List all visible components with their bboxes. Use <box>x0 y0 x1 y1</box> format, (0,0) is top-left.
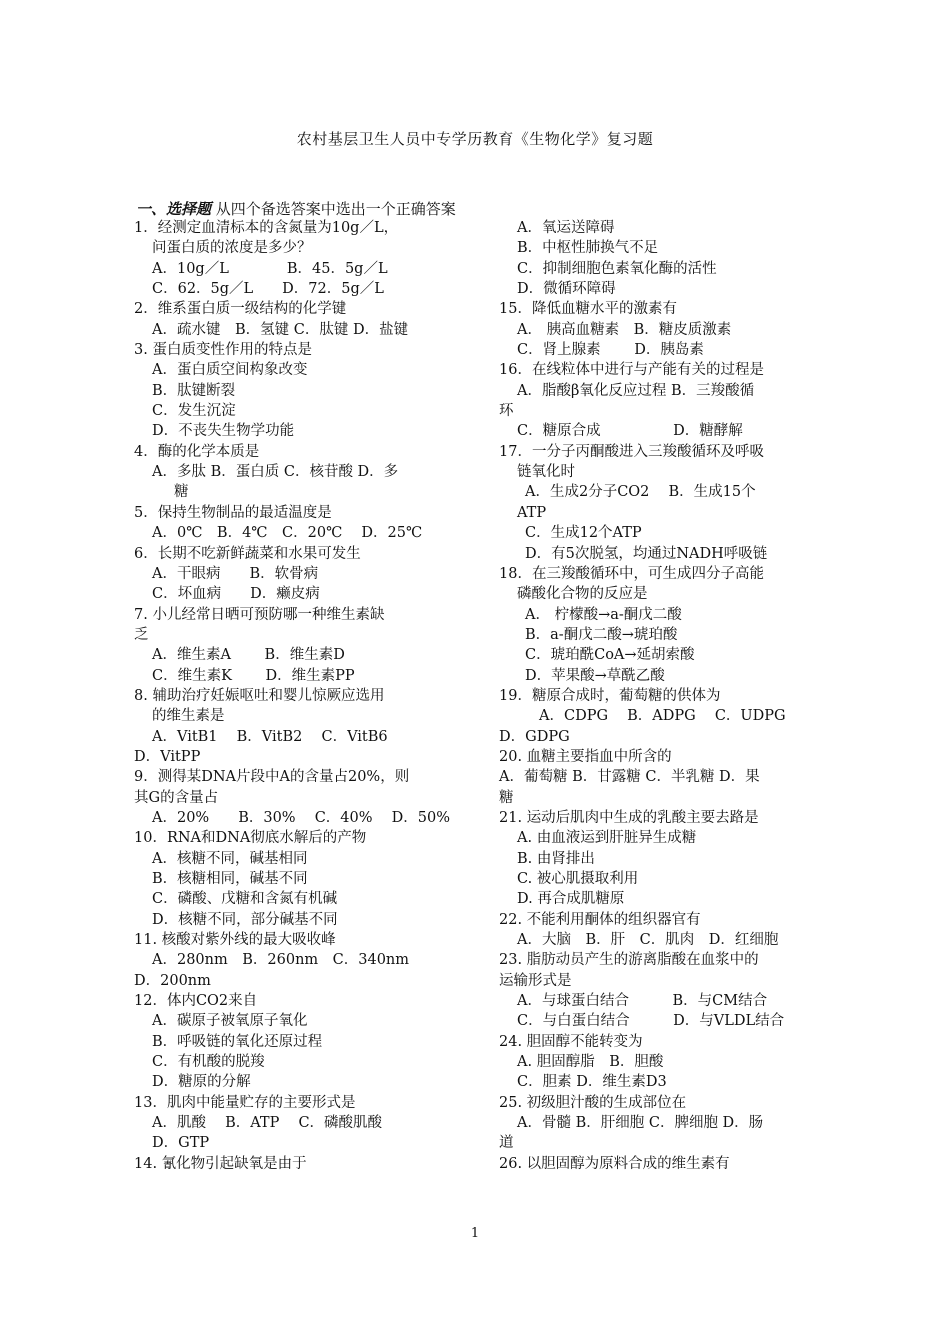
question-line: 2．维系蛋白质一级结构的化学键 <box>134 301 347 318</box>
question-line: C．肾上腺素 D．胰岛素 <box>517 342 704 359</box>
question-line: A．280nm B．260nm C．340nm <box>152 952 410 969</box>
question-line: A．10g／L B．45．5g／L <box>152 260 388 277</box>
question-line: 22. 不能利用酮体的组织器官有 <box>499 911 701 928</box>
question-line: D．VitPP <box>134 748 201 765</box>
question-line: D．有5次脱氢，均通过NADH呼吸链 <box>525 545 768 562</box>
question-line: A．葡萄糖 B．甘露糖 C．半乳糖 D．果 <box>499 769 760 786</box>
question-line: 15．降低血糖水平的激素有 <box>499 301 677 318</box>
question-line: 5．保持生物制品的最适温度是 <box>134 504 332 521</box>
question-line: 糖 <box>499 789 514 806</box>
question-line: C．62．5g／L D．72．5g／L <box>152 281 384 298</box>
question-line: A．碳原子被氧原子氧化 <box>152 1013 308 1030</box>
left-column <box>134 218 468 1174</box>
question-line: 糖 <box>174 484 189 501</box>
question-line: B．核糖相同，碱基不同 <box>152 871 308 887</box>
question-line: ATP <box>517 504 547 521</box>
question-line: C. 被心肌摄取利用 <box>517 871 639 887</box>
question-line: 9．测得某DNA片段中A的含量占20%，则 <box>134 769 410 786</box>
question-line: D．微循环障碍 <box>517 281 616 298</box>
question-line: D．苹果酸→草酰乙酸 <box>525 667 665 684</box>
question-line: A．氧运送障碍 <box>517 220 615 236</box>
question-line: A．CDPG B．ADPG C．UDPG <box>539 708 786 725</box>
question-line: A．疏水键 B．氢键 C．肽键 D．盐键 <box>152 321 409 338</box>
question-line: 25. 初级胆汁酸的生成部位在 <box>499 1094 687 1111</box>
question-line: 6．长期不吃新鲜蔬菜和水果可发生 <box>134 545 361 562</box>
question-line: A. 由血液运到肝脏异生成糖 <box>517 830 697 847</box>
question-line: D．200nm <box>134 972 211 989</box>
question-line: D．GDPG <box>499 728 570 745</box>
question-line: 道 <box>499 1135 514 1152</box>
question-line: D．不丧失生物学功能 <box>152 423 295 440</box>
section-instruction: 从四个备选答案中选出一个正确答案 <box>215 200 456 218</box>
question-line: 1．经测定血清标本的含氮量为10g／L， <box>134 220 399 236</box>
question-line: 17．一分子丙酮酸进入三羧酸循环及呼吸 <box>499 443 764 460</box>
question-line: C．抑制细胞色素氧化酶的活性 <box>517 260 717 277</box>
question-line: A．肌酸 B．ATP C．磷酸肌酸 <box>152 1115 383 1132</box>
question-line: 21. 运动后肌肉中生成的乳酸主要去路是 <box>499 809 759 826</box>
question-line: 11. 核酸对紫外线的最大吸收峰 <box>134 932 336 949</box>
question-line: A．与球蛋白结合 B．与CM结合 <box>517 993 768 1010</box>
question-line: 7. 小儿经常日晒可预防哪一种维生素缺 <box>134 606 385 623</box>
question-line: 3. 蛋白质变性作用的特点是 <box>134 342 312 359</box>
question-line: A．VitB1 B．VitB2 C．VitB6 <box>152 728 388 745</box>
question-line: B．a-酮戊二酸→琥珀酸 <box>525 626 678 643</box>
question-line: 链氧化时 <box>517 464 575 481</box>
question-line: C．胆素 D．维生素D3 <box>517 1074 667 1091</box>
question-line: A．0℃ B．4℃ C．20℃ D．25℃ <box>152 525 423 542</box>
question-line: 8. 辅助治疗妊娠呕吐和婴儿惊厥应选用 <box>134 687 385 704</box>
page-number: 1 <box>470 1226 480 1241</box>
question-line: A．维生素A B．维生素D <box>152 647 345 664</box>
question-line: D．核糖不同，部分碱基不同 <box>152 911 338 928</box>
question-line: A．核糖不同，碱基相同 <box>152 850 308 867</box>
question-line: C．琥珀酰CoA→延胡索酸 <box>525 647 695 664</box>
question-line: C．磷酸、戊糖和含氮有机碱 <box>152 891 338 908</box>
section-label: 一、选择题 <box>136 200 212 218</box>
question-line: A．干眼病 B．软骨病 <box>152 565 319 582</box>
question-line: 13．肌肉中能量贮存的主要形式是 <box>134 1094 356 1111</box>
question-line: 4．酶的化学本质是 <box>134 443 260 460</box>
question-line: A．大脑 B．肝 C．肌肉 D．红细胞 <box>517 932 779 949</box>
question-line: A．生成2分子CO2 B．生成15个 <box>525 484 756 501</box>
question-line: C．生成12个ATP <box>525 525 642 542</box>
right-column <box>499 218 832 1174</box>
question-line: 12．体内CO2来自 <box>134 993 258 1010</box>
question-line: C．有机酸的脱羧 <box>152 1054 265 1071</box>
question-line: 24. 胆固醇不能转变为 <box>499 1033 643 1050</box>
question-line: 16．在线粒体中进行与产能有关的过程是 <box>499 362 764 379</box>
question-line: D．GTP <box>152 1135 210 1152</box>
question-line: 环 <box>499 403 514 420</box>
question-line: A．骨髓 B．肝细胞 C．脾细胞 D．肠 <box>517 1115 764 1132</box>
question-line: B. 由肾排出 <box>517 850 595 867</box>
question-line: 18．在三羧酸循环中，可生成四分子高能 <box>499 565 764 582</box>
question-line: A．20% B．30% C．40% D．50% <box>152 809 450 826</box>
question-line: 磷酸化合物的反应是 <box>517 586 648 603</box>
question-line: 运输形式是 <box>499 972 572 989</box>
question-line: B．肽键断裂 <box>152 382 236 399</box>
question-line: A. 胆固醇脂 B．胆酸 <box>517 1054 664 1071</box>
question-line: C．坏血病 D．癞皮病 <box>152 586 320 603</box>
question-line: A．蛋白质空间构象改变 <box>152 362 308 379</box>
question-line: A．脂酸β氧化反应过程 B．三羧酸循 <box>517 382 755 399</box>
question-line: 23. 脂肪动员产生的游离脂酸在血浆中的 <box>499 952 759 969</box>
question-line: C．发生沉淀 <box>152 403 236 420</box>
question-line: D．糖原的分解 <box>152 1074 251 1091</box>
question-line: 20. 血糖主要指血中所含的 <box>499 748 672 765</box>
question-line: A． 胰高血糖素 B．糖皮质激素 <box>517 321 732 338</box>
question-line: A．多肽 B．蛋白质 C．核苷酸 D．多 <box>152 464 399 481</box>
question-line: 的维生素是 <box>152 708 225 725</box>
page-title: 农村基层卫生人员中专学历教育《生物化学》复习题 <box>296 130 654 148</box>
question-line: C．与白蛋白结合 D．与VLDL结合 <box>517 1013 785 1030</box>
question-line: B．呼吸链的氧化还原过程 <box>152 1033 323 1050</box>
question-line: 问蛋白质的浓度是多少？ <box>152 240 312 257</box>
question-line: D. 再合成肌糖原 <box>517 891 625 908</box>
question-line: A． 柠檬酸→a-酮戊二酸 <box>525 606 682 623</box>
question-line: 14. 氰化物引起缺氧是由于 <box>134 1155 307 1172</box>
question-line: B．中枢性肺换气不足 <box>517 240 659 257</box>
section-heading <box>136 198 456 219</box>
question-line: 10．RNA和DNA彻底水解后的产物 <box>134 830 367 847</box>
question-line: 26. 以胆固醇为原料合成的维生素有 <box>499 1155 730 1172</box>
question-line: 其G的含量占 <box>134 789 219 806</box>
question-line: 乏 <box>134 626 149 643</box>
question-line: C．维生素K D．维生素PP <box>152 667 355 684</box>
question-line: C．糖原合成 D．糖酵解 <box>517 423 743 440</box>
question-line: 19．糖原合成时，葡萄糖的供体为 <box>499 687 721 704</box>
